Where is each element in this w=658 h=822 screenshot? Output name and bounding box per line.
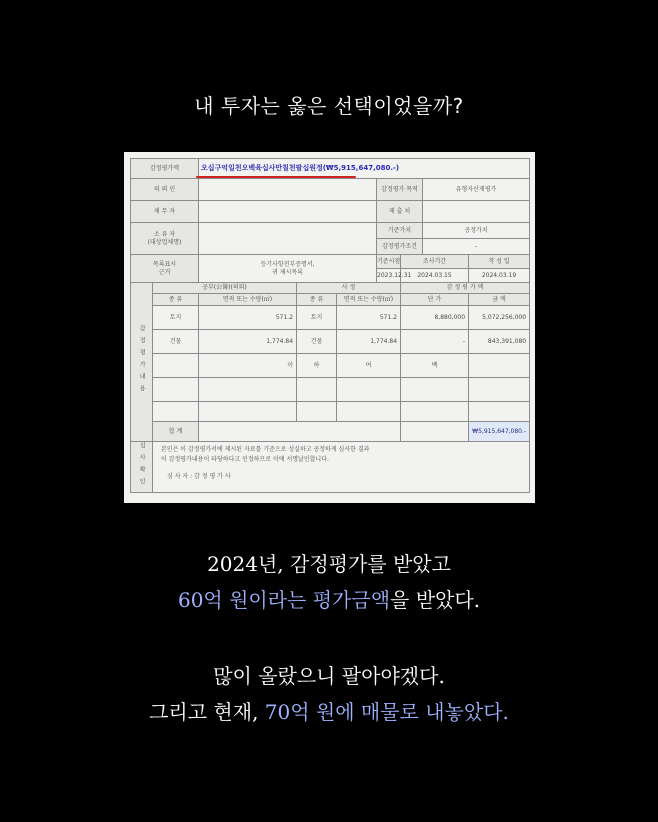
paragraph-line: 그리고 현재, 70억 원에 매물로 내놓았다. — [149, 700, 509, 724]
condition-label: 감정평가조건 — [377, 239, 423, 255]
basis-value-label: 기준가치 — [377, 223, 423, 239]
paragraph-appraisal — [0, 546, 658, 618]
base-date: 2023.12.31 — [377, 269, 401, 283]
appraisal-content-side-label: 감정평가내용 — [138, 324, 146, 397]
table-row: 건물 1,774.84 건물 1,774.84 - 843,391,080 — [131, 330, 530, 354]
appraisal-document-image — [124, 152, 535, 503]
paragraph-line: 많이 올랐으니 팔아야겠다. — [213, 664, 445, 688]
appraisal-amount-value: 오십구억일천오백육십사만칠천팔십원정(₩5,915,647,080.-) — [201, 164, 400, 173]
review-line-1: 본인은 이 감정평가서에 제시된 자료를 기준으로 성실하고 공정하게 심사한 결과 — [161, 446, 370, 453]
review-line-2: 이 감정평가내용이 타당하다고 인정하므로 이에 서명날인합니다. — [161, 456, 329, 464]
paragraph-sale — [0, 658, 658, 730]
highlight-text: 60억 원이라는 평가금액 — [177, 588, 391, 612]
client-label: 의 뢰 인 — [131, 179, 199, 201]
appraisal-amount-label: 감정평가액 — [131, 159, 199, 179]
highlight-text: 70억 원에 매물로 내놓았다. — [264, 700, 509, 724]
col-amount: 금 액 — [469, 294, 530, 306]
owner-value — [199, 223, 377, 255]
table-row — [131, 378, 530, 402]
review-label: 심사확인 — [138, 442, 146, 490]
target-label: 목록표시 근거 — [131, 255, 199, 283]
base-date-label: 기준시점 — [377, 255, 401, 269]
table-row: 토지 571.2 토지 571.2 8,880,000 5,072,256,000 — [131, 306, 530, 330]
paragraph-line: 2024년, 감정평가를 받았고 — [207, 552, 451, 576]
submit-value — [423, 201, 530, 223]
survey-label: 조사기간 — [401, 255, 469, 269]
total-value: ₩5,915,647,080.- — [469, 422, 530, 442]
table-row — [131, 402, 530, 422]
paragraph-line: 60억 원이라는 평가금액을 받았다. — [177, 588, 481, 612]
table-row: 이 하 여 백 — [131, 354, 530, 378]
col-unit-price: 단 가 — [401, 294, 469, 306]
review-signer: 심 사 자 : 감 정 평 가 사 — [167, 473, 231, 481]
survey-date: 2024.03.15 — [401, 269, 469, 283]
col-kind-2: 종 류 — [297, 294, 337, 306]
col-area: 면적 또는 수량(㎡) — [199, 294, 297, 306]
written-date: 2024.03.19 — [469, 269, 530, 283]
client-value — [199, 179, 377, 201]
owner-label: 소 유 자 (대상업체명) — [131, 223, 199, 255]
total-label: 합 계 — [153, 422, 199, 442]
condition-value: - — [423, 239, 530, 255]
value-header: 감 정 평 가 액 — [401, 283, 530, 294]
basis-value: 공정가치 — [423, 223, 530, 239]
appraisal-table — [130, 158, 530, 493]
page-title: 내 투자는 옳은 선택이었을까? — [194, 94, 464, 118]
public-record-header: 공부(公簿)(의뢰) — [153, 283, 297, 294]
submit-label: 제 출 처 — [377, 201, 423, 223]
purpose-value: 유형자산재평가 — [423, 179, 530, 201]
written-label: 작 성 일 — [469, 255, 530, 269]
red-underline-mark — [196, 176, 356, 178]
target-value: 등기사항전부증명서, 귀 제시목록 — [199, 255, 377, 283]
col-kind: 종 류 — [153, 294, 199, 306]
purpose-label: 감정평가 목적 — [377, 179, 423, 201]
debtor-label: 채 무 자 — [131, 201, 199, 223]
col-area-2: 면적 또는 수량(㎡) — [337, 294, 401, 306]
actual-header: 사 정 — [297, 283, 401, 294]
debtor-value — [199, 201, 377, 223]
